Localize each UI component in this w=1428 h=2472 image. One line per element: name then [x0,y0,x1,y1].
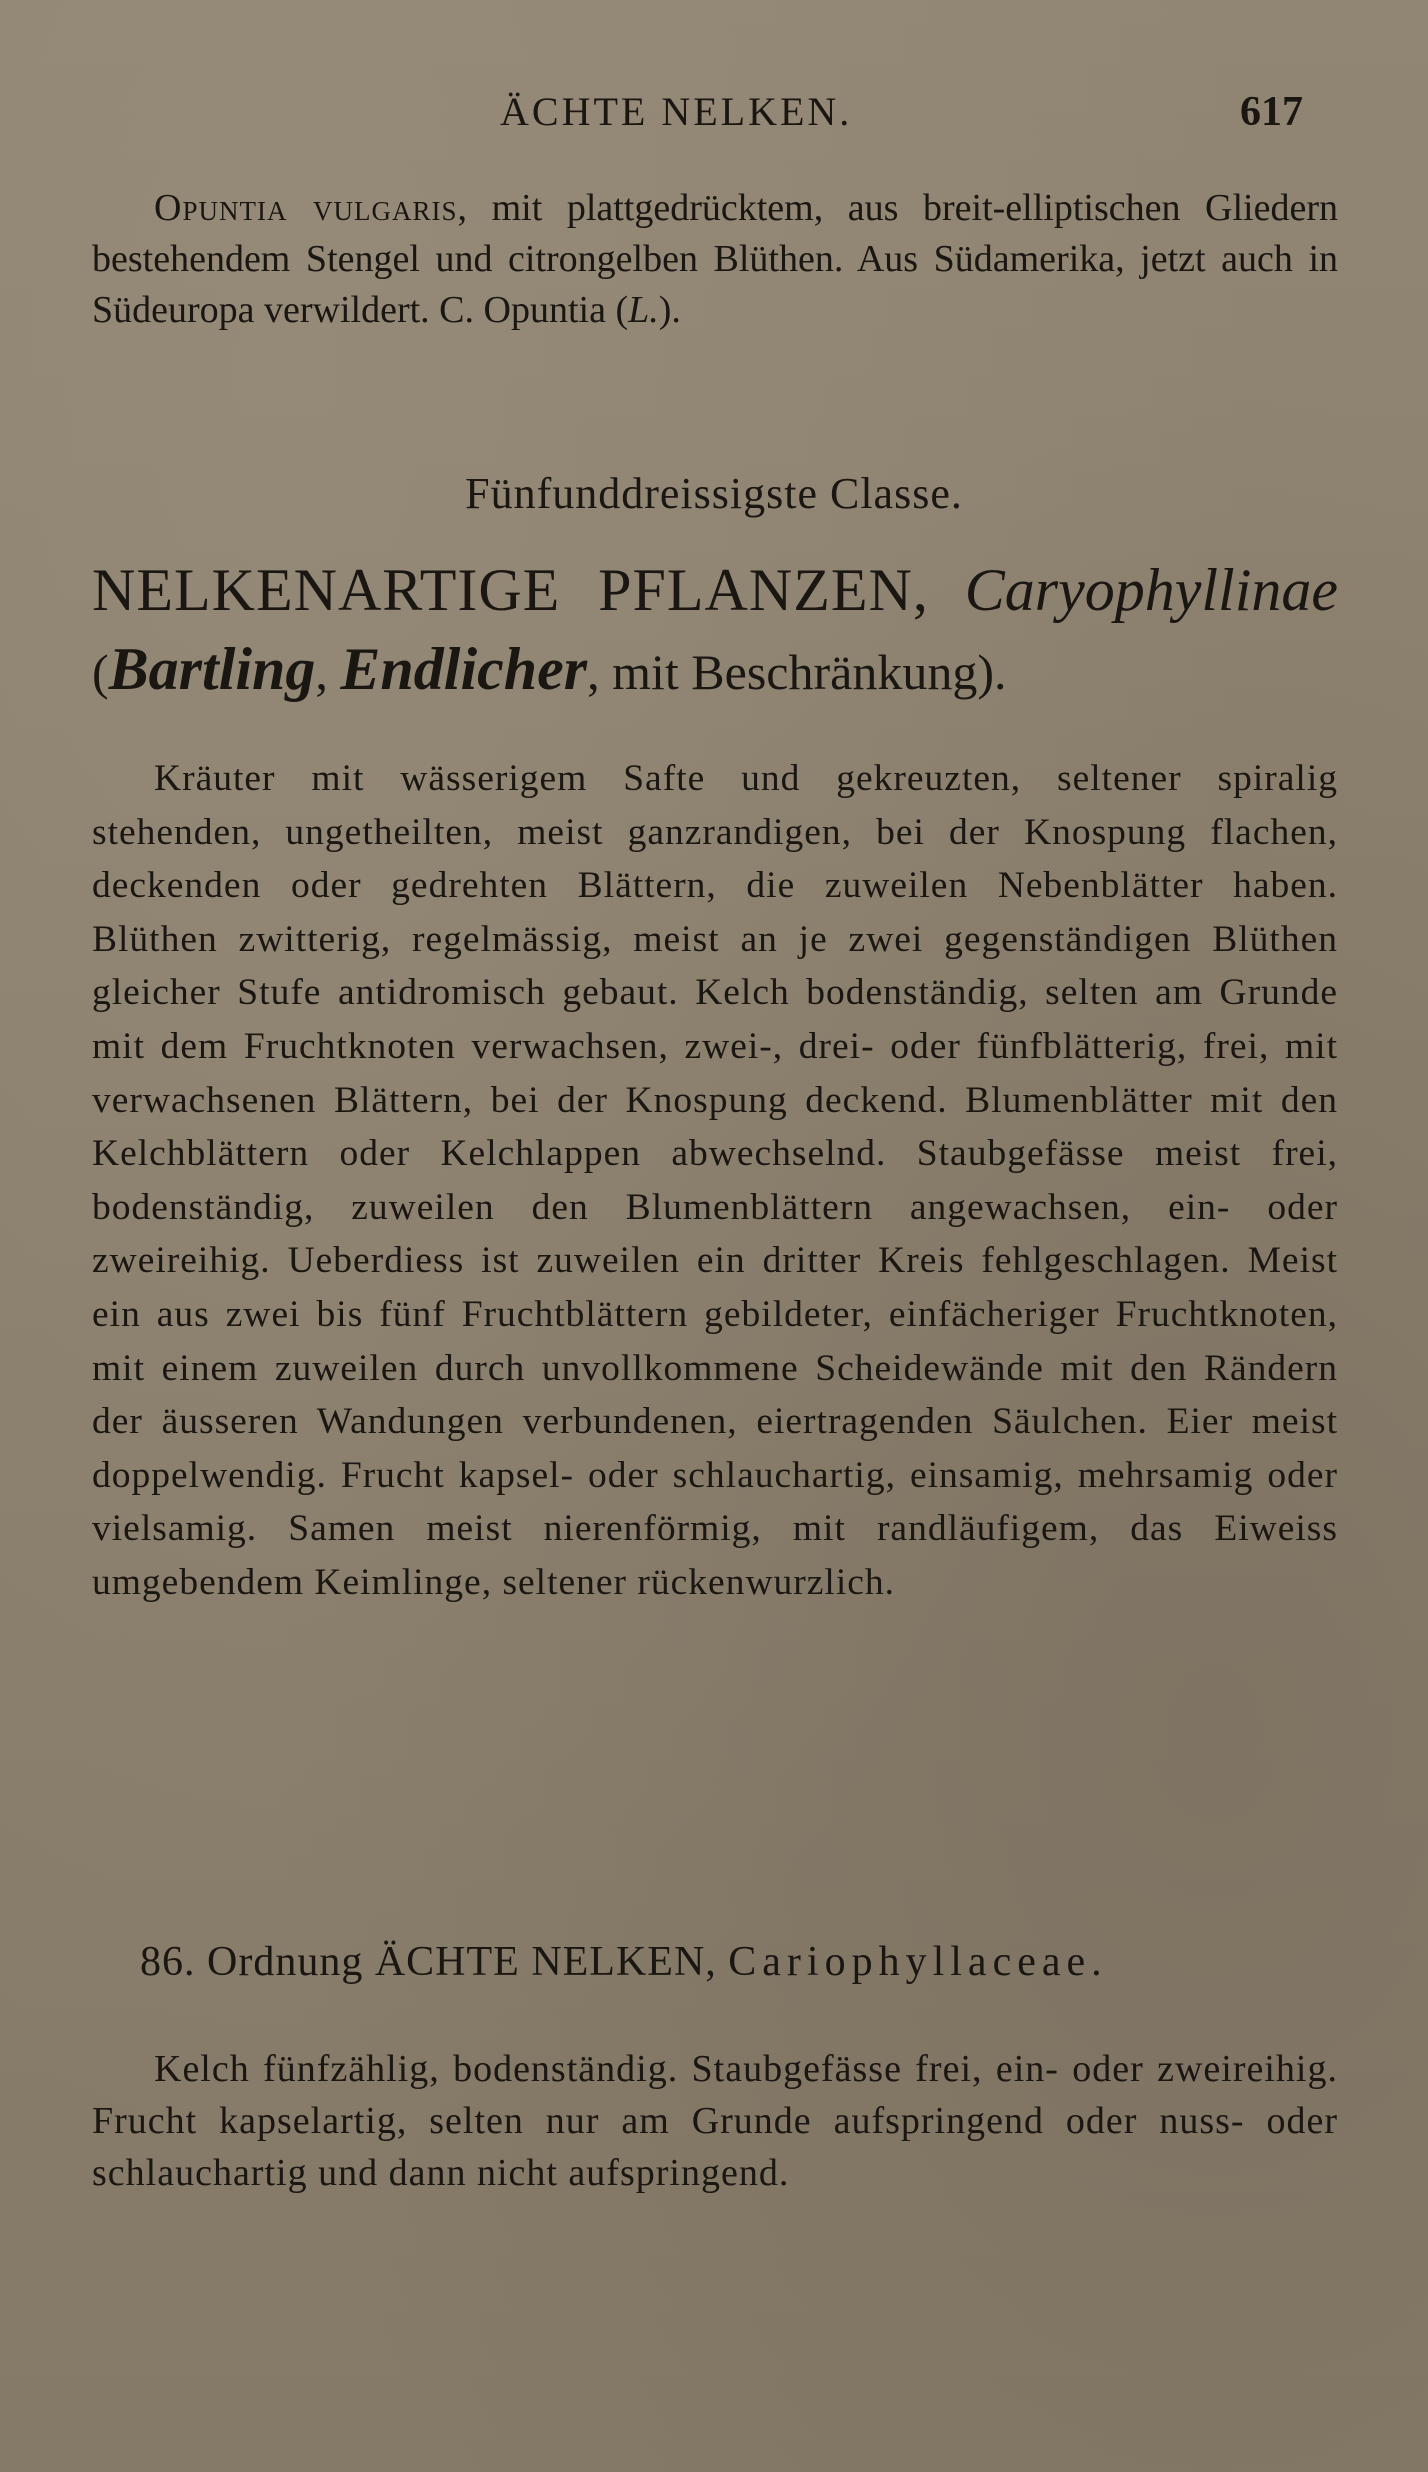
order-latin: Cariophyllaceae. [728,1939,1108,1985]
running-title: ÄCHTE NELKEN. [500,89,853,134]
order-number: 86. Ordnung [140,1939,364,1985]
family-title [92,552,1338,710]
running-head [0,88,1428,148]
family-description [92,752,1338,1610]
species-description: , mit plattgedrücktem, aus breit-elliptischen Gliedern bestehendem Stengel und citrongelben Blüthen. Aus Südamerika, jetzt auch in Südeuropa verwildert. C. Opuntia ( [92,187,1338,331]
species-name: Opuntia vulgaris [154,187,458,229]
family-name: NELKENARTIGE PFLANZEN [92,557,913,623]
order-name: ÄCHTE NELKEN, [374,1939,717,1985]
order-heading [140,1938,1340,1986]
page-number: 617 [1240,89,1303,135]
family-description-text: Kräuter mit wässerigem Safte und gekreuzten, seltener spiralig stehenden, ungetheilten, meist ganzrandigen, bei der Knospung flachen, deckenden oder gedrehten Blättern, die zuweilen Nebenblätter haben. Blüthen zwitterig, regelmässig, meist an je zwei gegenständigen Blüthen gleicher Stufe antidromisch gebaut. Kelch bodenständig, selten am Grunde mit dem Fruchtknoten verwachsen, zwei-, drei- oder fünfblätterig, frei, mit verwachsenen Blättern, bei der Knospung deckend. Blumenblätter mit den Kelchblättern oder Kelchlappen abwechselnd. Staubgefässe meist frei, bodenständig, zuweilen den Blumenblättern angewachsen, ein- oder zweireihig. Ueberdiess ist zuweilen ein dritter Kreis fehlgeschlagen. Meist ein aus zwei bis fünf Fruchtblättern gebildeter, einfächeriger Fruchtknoten, mit einem zuweilen durch unvollkommene Scheidewände mit den Rändern der äusseren Wandungen verbundenen, eiertragenden Säulchen. Eier meist doppelwendig. Frucht kapsel- oder schlauchartig, einsamig, mehrsamig oder vielsamig. Samen meist nierenförmig, mit randläufigem, das Eiweiss umgebendem Keimlinge, seltener rückenwurzlich. [92,758,1338,1603]
class-heading: Fünfunddreissigste Classe. [465,469,963,518]
opuntia-entry [92,183,1338,336]
family-comma: , [315,644,341,700]
species-author: L. [628,289,659,331]
family-author-2: Endlicher [340,636,588,702]
family-sep: , [912,557,965,623]
family-author-1: Bartling [108,636,316,702]
family-latin: Caryophyllinae [964,557,1339,623]
order-description [92,2043,1338,2199]
species-end: ). [658,289,681,331]
family-close: , mit Beschränkung). [587,644,1007,700]
order-description-text: Kelch fünfzählig, bodenständig. Staubgefässe frei, ein- oder zweireihig. Frucht kapselartig, selten nur am Grunde aufspringend oder nuss- oder schlauchartig und dann nicht aufspringend. [92,2048,1338,2194]
family-open: ( [92,644,109,700]
